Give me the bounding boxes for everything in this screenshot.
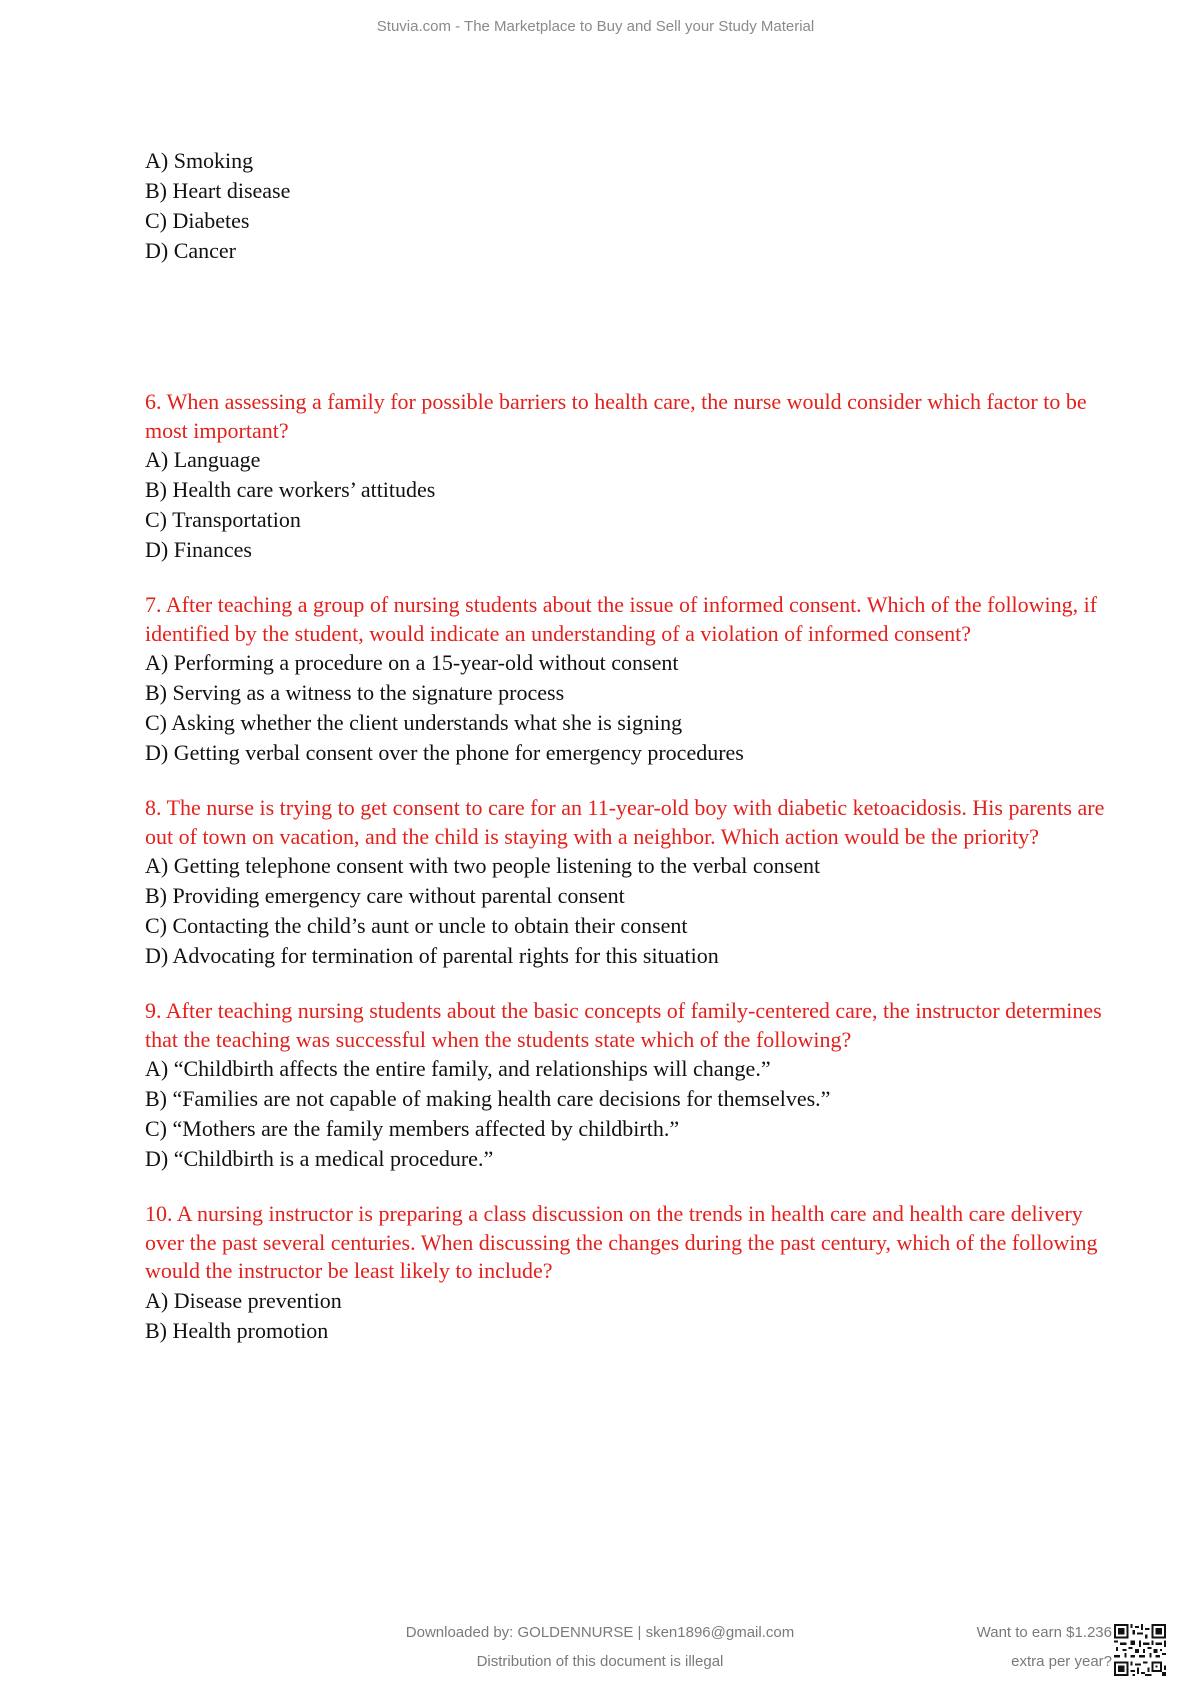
answer-option: C) Diabetes [145, 208, 250, 233]
question-text: 7. After teaching a group of nursing students about the issue of informed consent. Which of the following, if identified by the student, would indicate an understanding of a violation of informed consent? [145, 592, 1098, 646]
answer-option: B) Heart disease [145, 178, 291, 203]
question-9 [145, 997, 1105, 1174]
answer-option: C) “Mothers are the family members affected by childbirth.” [145, 1116, 680, 1141]
continued-question-options [145, 146, 1105, 266]
downloaded-by-line: Downloaded by: GOLDENNURSE | sken1896@gmail.com [405, 1624, 795, 1641]
answer-option: D) Cancer [145, 238, 237, 263]
answer-option: D) Advocating for termination of parental rights for this situation [145, 943, 719, 968]
distribution-notice: Distribution of this document is illegal [476, 1653, 724, 1670]
answer-option: C) Contacting the child’s aunt or uncle to obtain their consent [145, 913, 688, 938]
question-10 [145, 1200, 1105, 1346]
answer-option: C) Transportation [145, 507, 301, 532]
answer-option: B) Health care workers’ attitudes [145, 477, 436, 502]
question-text: 8. The nurse is trying to get consent to care for an 11-year-old boy with diabetic ketoacidosis. His parents are out of town on vacation, and the child is staying with a neighbor. Which action would be the priority? [145, 795, 1105, 849]
question-content [145, 146, 1105, 1372]
question-text: 9. After teaching nursing students about the basic concepts of family-centered care, the instructor determines that the teaching was successful when the students state which of the following? [145, 998, 1102, 1052]
answer-option: D) Finances [145, 537, 252, 562]
answer-option: A) Getting telephone consent with two people listening to the verbal consent [145, 853, 821, 878]
question-8 [145, 794, 1105, 971]
answer-option: D) Getting verbal consent over the phone for emergency procedures [145, 740, 744, 765]
answer-option: A) “Childbirth affects the entire family, and relationships will change.” [145, 1056, 771, 1081]
question-text: 6. When assessing a family for possible barriers to health care, the nurse would consider which factor to be most important? [145, 389, 1087, 443]
answer-option: A) Disease prevention [145, 1287, 342, 1313]
answer-option: C) Asking whether the client understands what she is signing [145, 710, 683, 735]
earn-promo-line1[interactable]: Want to earn $1.236 [976, 1624, 1112, 1641]
question-text: 10. A nursing instructor is preparing a class discussion on the trends in health care and health care delivery over the past several centuries. When discussing the changes during the past century, which of the following would the instructor be least likely to include? [145, 1201, 1098, 1283]
site-header: Stuvia.com - The Marketplace to Buy and Sell your Study Material [376, 18, 815, 35]
earn-promo-line2[interactable]: extra per year? [1011, 1653, 1112, 1670]
question-6 [145, 388, 1105, 565]
qr-code-icon[interactable] [1114, 1624, 1166, 1676]
answer-option: D) “Childbirth is a medical procedure.” [145, 1146, 494, 1171]
question-7 [145, 591, 1105, 768]
answer-option: B) “Families are not capable of making health care decisions for themselves.” [145, 1086, 831, 1111]
answer-option: B) Health promotion [145, 1317, 329, 1343]
answer-option: A) Language [145, 447, 261, 472]
answer-option: A) Smoking [145, 148, 254, 173]
answer-option: A) Performing a procedure on a 15-year-old without consent [145, 650, 679, 675]
answer-option: B) Serving as a witness to the signature process [145, 680, 565, 705]
answer-option: B) Providing emergency care without parental consent [145, 883, 625, 908]
